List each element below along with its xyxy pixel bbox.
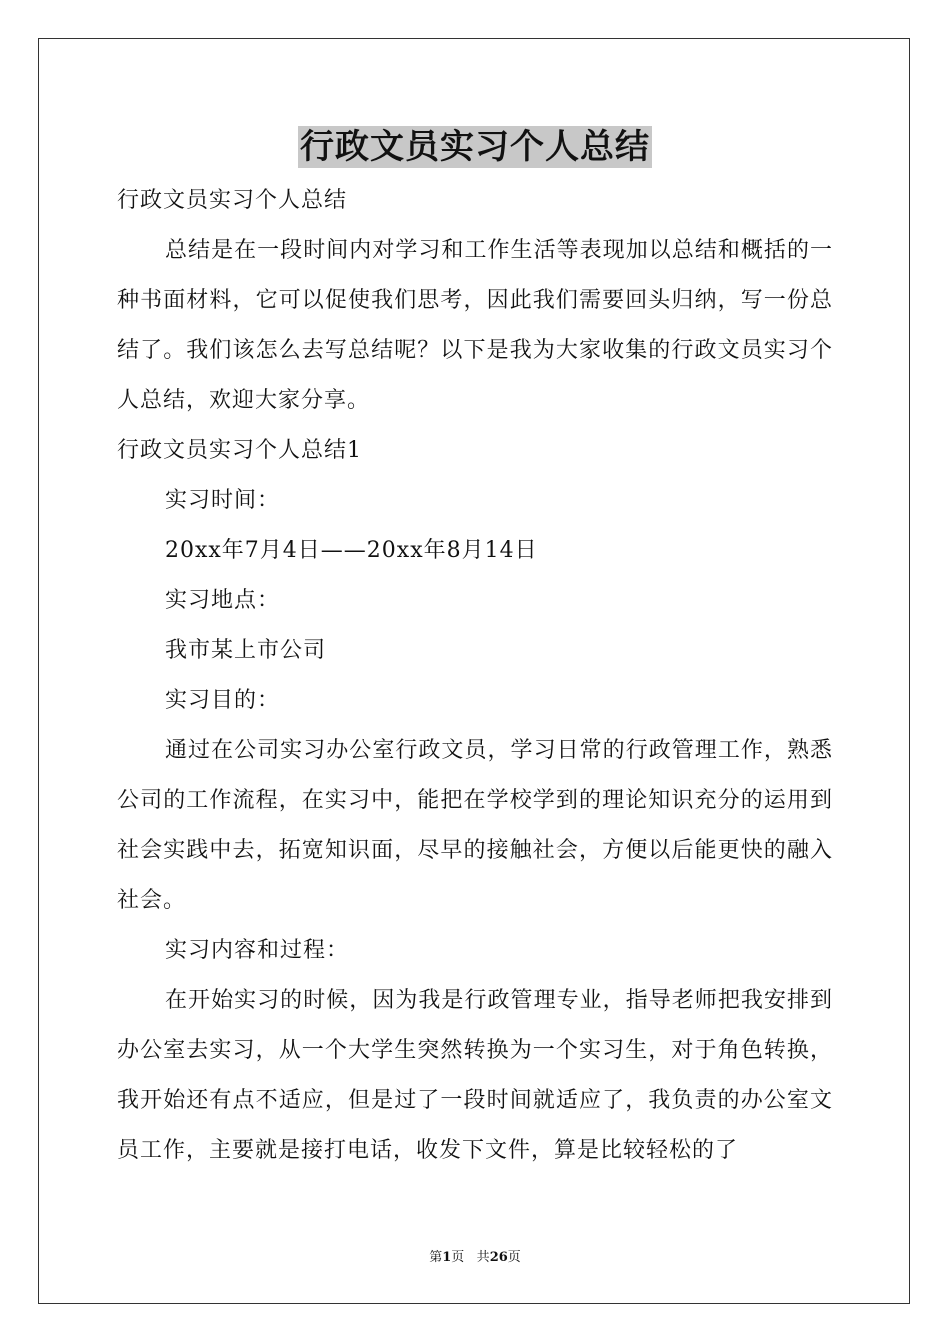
footer-total-pages: 26 (489, 1250, 508, 1265)
document-title: 行政文员实习个人总结 (300, 127, 650, 167)
paragraph: 在开始实习的时候，因为我是行政管理专业，指导老师把我安排到办公室去实习，从一个大学生突然转换为一个实习生，对于角色转换，我开始还有点不适应，但是过了一段时间就适应了，我负责的办公室文员工作，主要就是接打电话，收发下文件，算是比较轻松的了 (117, 988, 833, 1163)
footer-page-label: 页 (451, 1250, 465, 1265)
paragraph: 20xx年7月4日——20xx年8月14日 (165, 538, 538, 563)
document-body (117, 176, 833, 1176)
footer-prefix: 第 (429, 1250, 443, 1265)
paragraph: 实习目的： (165, 688, 281, 713)
paragraph: 行政文员实习个人总结1 (117, 438, 362, 463)
footer-total-prefix: 共 (476, 1250, 490, 1265)
paragraph: 实习时间： (165, 488, 281, 513)
title-wrap (0, 126, 950, 168)
paragraph: 通过在公司实习办公室行政文员，学习日常的行政管理工作，熟悉公司的工作流程，在实习中，能把在学校学到的理论知识充分的运用到社会实践中去，拓宽知识面，尽早的接触社会，方便以后能更快的融入社会。 (117, 738, 833, 913)
paragraph: 总结是在一段时间内对学习和工作生活等表现加以总结和概括的一种书面材料，它可以促使我们思考，因此我们需要回头归纳，写一份总结了。我们该怎么去写总结呢？以下是我为大家收集的行政文员实习个人总结，欢迎大家分享。 (117, 238, 833, 413)
paragraph: 实习内容和过程： (165, 938, 350, 963)
footer-current-page: 1 (442, 1250, 452, 1265)
paragraph: 实习地点： (165, 588, 281, 613)
paragraph: 我市某上市公司 (165, 638, 327, 663)
footer-total-label: 页 (507, 1250, 521, 1265)
paragraph: 行政文员实习个人总结 (117, 188, 348, 213)
page-footer (0, 1246, 950, 1265)
